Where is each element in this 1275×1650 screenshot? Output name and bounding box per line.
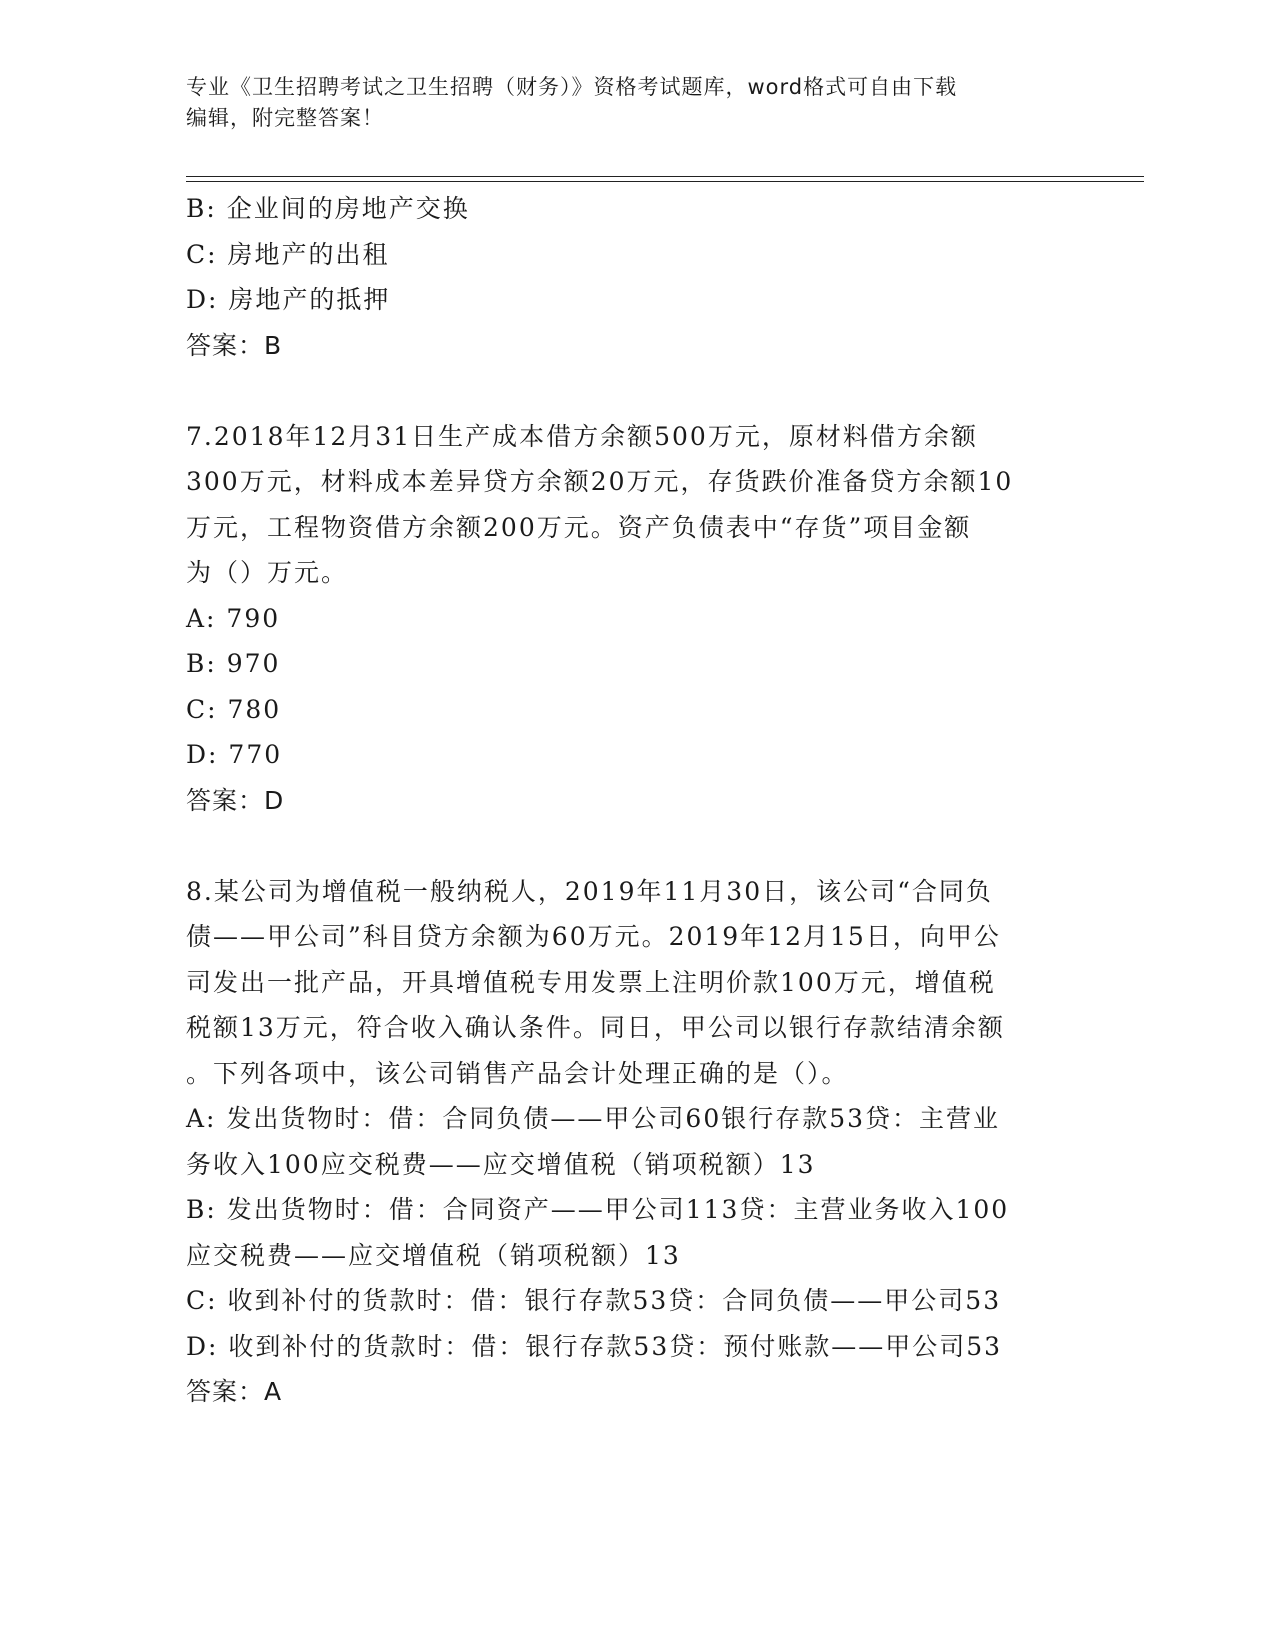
- question-stem-line: 。下列各项中，该公司销售产品会计处理正确的是（）。: [186, 1058, 849, 1088]
- question-stem-line: 为（）万元。: [186, 558, 349, 587]
- header-divider-bottom: [186, 181, 1144, 182]
- header-line-2: 编辑，附完整答案！: [186, 106, 384, 130]
- option-d: D: 房地产的抵押: [186, 285, 391, 314]
- spacer: [186, 368, 1086, 414]
- question-6: [186, 186, 1086, 368]
- option-b: B: 企业间的房地产交换: [186, 194, 470, 223]
- question-stem-line: 司发出一批产品，开具增值税专用发票上注明价款100万元，增值税: [186, 967, 996, 997]
- option-a: A: 发出货物时：借：合同负债——甲公司60银行存款53贷：主营业: [186, 1104, 1001, 1133]
- question-stem-line: 7.2018年12月31日生产成本借方余额500万元，原材料借方余额: [186, 421, 978, 451]
- option-c: C: 收到补付的货款时：借：银行存款53贷：合同负债——甲公司53: [186, 1286, 1002, 1315]
- question-stem-line: 300万元，材料成本差异贷方余额20万元，存货跌价准备贷方余额10: [186, 467, 1014, 496]
- option-c: C: 780: [186, 694, 282, 724]
- option-b-continued: 应交税费——应交增值税（销项税额）13: [186, 1240, 681, 1270]
- option-a-continued: 务收入100应交税费——应交增值税（销项税额）13: [186, 1149, 816, 1179]
- question-8: [186, 869, 1086, 1415]
- question-7: [186, 414, 1086, 824]
- question-stem-line: 债——甲公司”科目贷方余额为60万元。2019年12月15日，向甲公: [186, 922, 1001, 951]
- header-line-1: 专业《卫生招聘考试之卫生招聘（财务）》资格考试题库，word格式可自由下载: [186, 75, 958, 99]
- spacer: [186, 823, 1086, 869]
- option-b: B: 970: [186, 649, 281, 678]
- header-divider-top: [186, 176, 1144, 177]
- option-d: D: 770: [186, 740, 283, 769]
- option-a: A: 790: [186, 603, 281, 633]
- option-b: B: 发出货物时：借：合同资产——甲公司113贷：主营业务收入100: [186, 1195, 1010, 1224]
- document-header: [186, 72, 1066, 134]
- answer: 答案：B: [186, 330, 283, 360]
- answer: 答案：A: [186, 1377, 283, 1406]
- question-stem-line: 万元，工程物资借方余额200万元。资产负债表中“存货”项目金额: [186, 512, 972, 542]
- question-stem-line: 税额13万元，符合收入确认条件。同日，甲公司以银行存款结清余额: [186, 1013, 1005, 1042]
- option-c: C: 房地产的出租: [186, 239, 390, 269]
- question-stem-line: 8.某公司为增值税一般纳税人，2019年11月30日，该公司“合同负: [186, 876, 993, 906]
- answer: 答案：D: [186, 785, 285, 815]
- option-d: D: 收到补付的货款时：借：银行存款53贷：预付账款——甲公司53: [186, 1331, 1003, 1361]
- question-list: [186, 186, 1086, 1415]
